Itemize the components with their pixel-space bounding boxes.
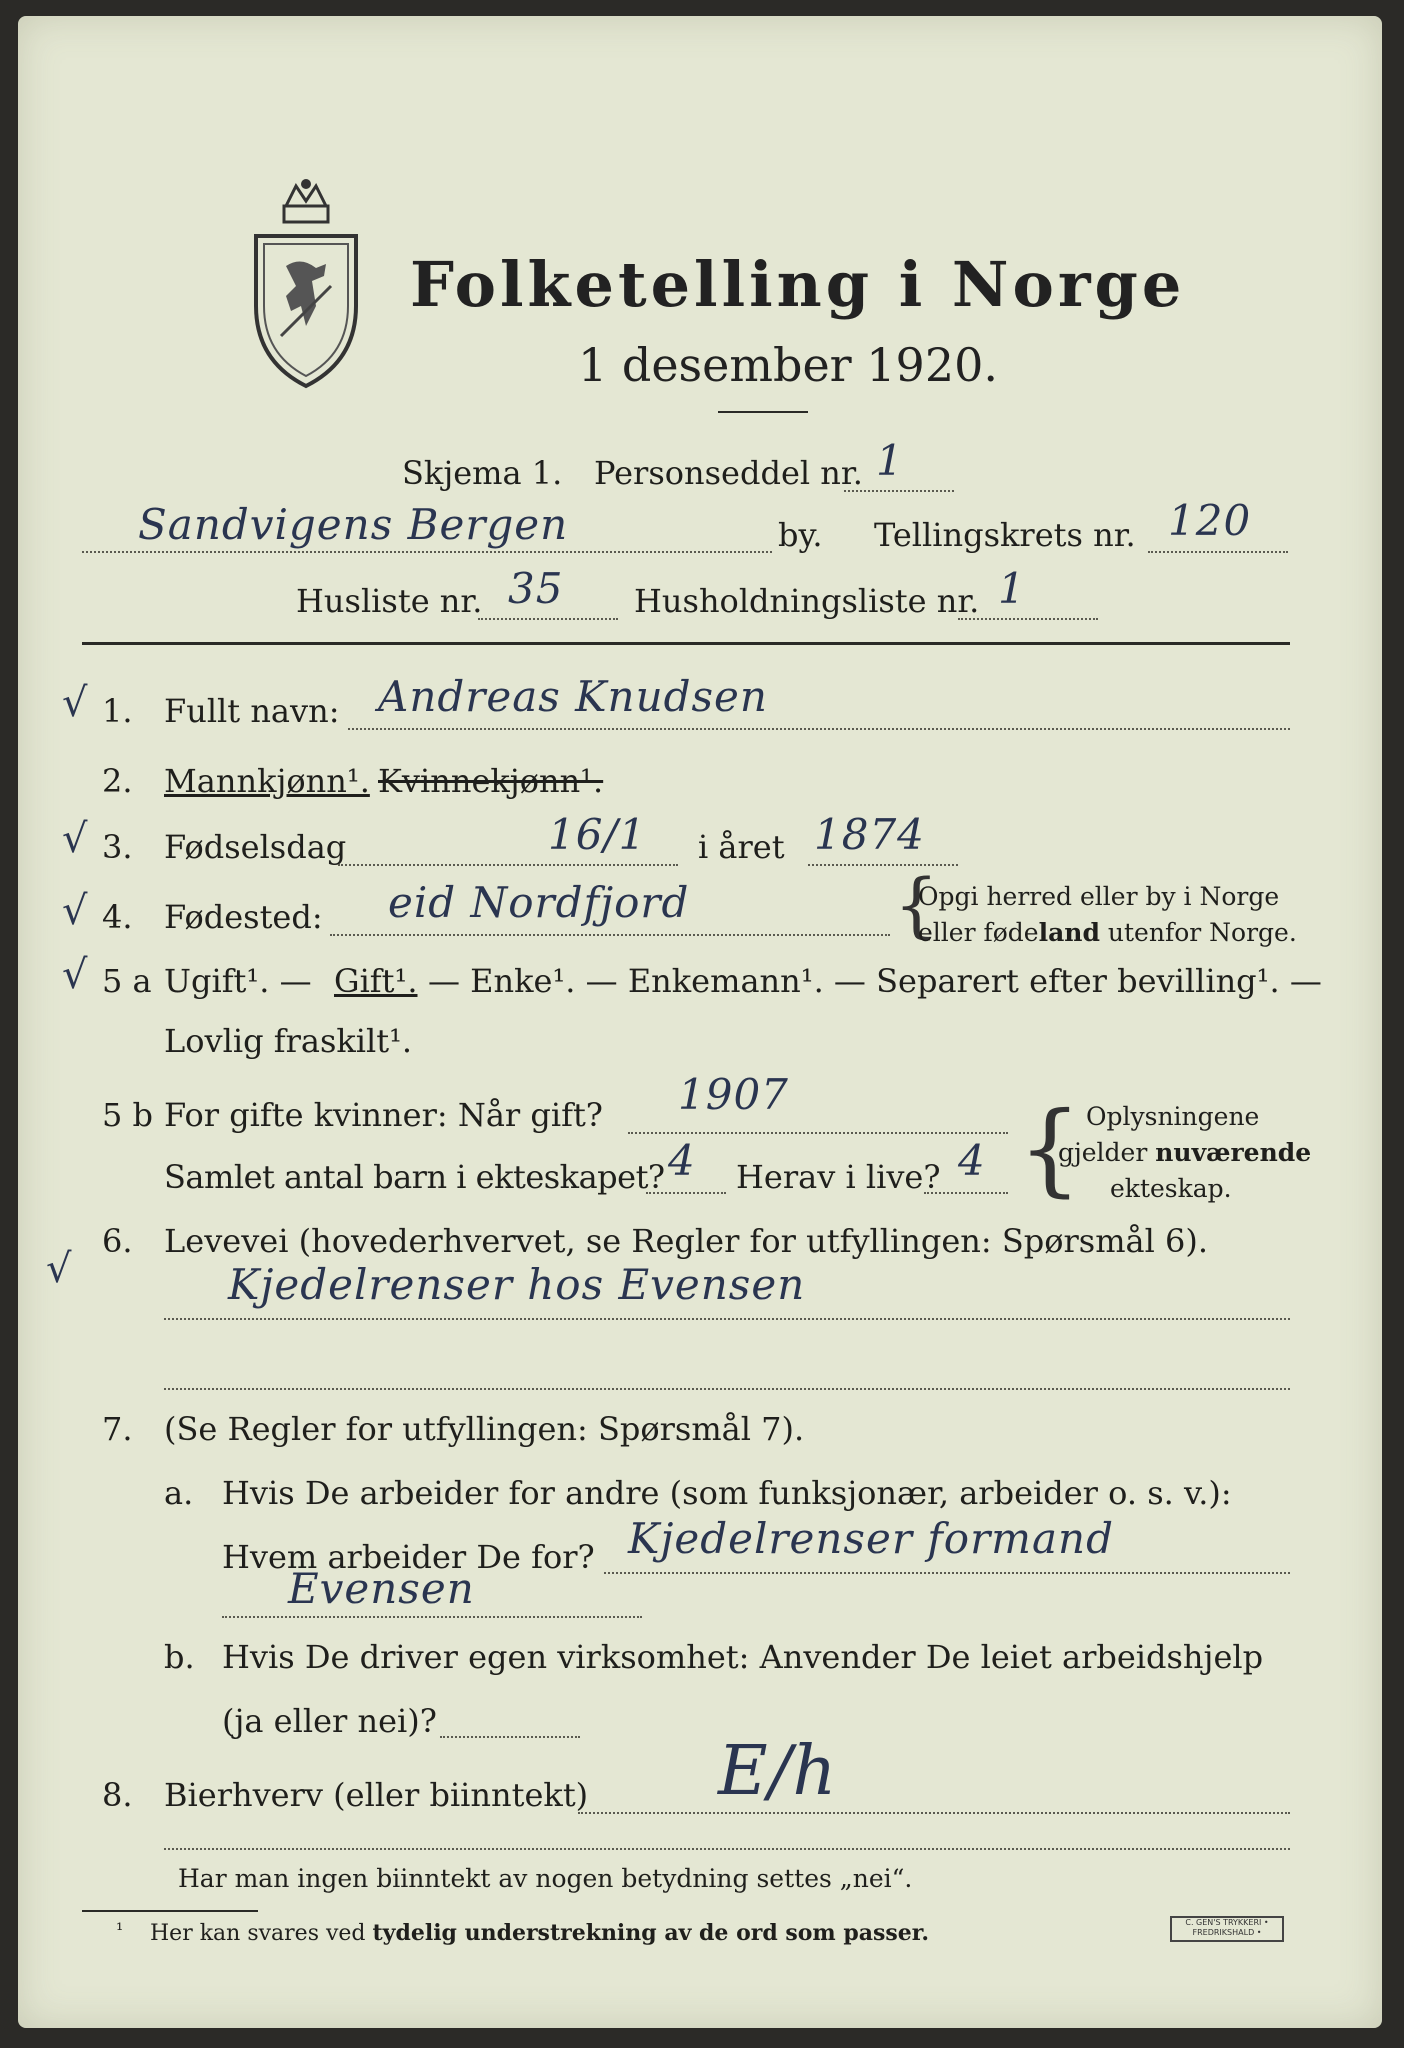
- q8-number: 8.: [102, 1776, 133, 1814]
- q7a-question: Hvem arbeider De for?: [222, 1538, 595, 1576]
- q3-year-label: i året: [698, 828, 785, 866]
- header-rule: [82, 642, 1290, 645]
- q4-note-line2: eller fødeland utenfor Norge.: [918, 918, 1297, 947]
- check-mark: √: [62, 816, 88, 862]
- q4-number: 4.: [102, 898, 133, 936]
- q3-label: Fødselsdag: [164, 828, 347, 866]
- birth-day-value: 16/1: [548, 810, 647, 859]
- marital-fraskilt-option: Lovlig fraskilt¹.: [164, 1022, 413, 1060]
- tellingskrets-label: Tellingskrets nr.: [874, 516, 1136, 554]
- q7a-label: Hvis De arbeider for andre (som funksjonær, arbeider o. s. v.):: [222, 1474, 1232, 1512]
- husholdningsliste-number: 1: [998, 564, 1026, 613]
- q1-label: Fullt navn:: [164, 692, 340, 730]
- q7-number: 7.: [102, 1410, 133, 1448]
- q4-note-line1: Opgi herred eller by i Norge: [918, 882, 1280, 911]
- footnote-marker: ¹: [116, 1920, 124, 1941]
- check-mark: √: [62, 952, 88, 998]
- norway-coat-of-arms-icon: [246, 176, 366, 396]
- occupation-value: Kjedelrenser hos Evensen: [228, 1260, 806, 1309]
- alive-label: Herav i live?: [736, 1158, 941, 1196]
- check-mark: √: [62, 680, 88, 726]
- q7b-letter: b.: [164, 1638, 195, 1676]
- schema-label: Skjema 1.: [402, 454, 563, 492]
- side-income-value: E/h: [718, 1732, 838, 1811]
- children-count-value: 4: [668, 1136, 696, 1185]
- by-label: by.: [778, 516, 823, 554]
- form-title: Folketelling i Norge: [410, 248, 1186, 321]
- q5b-note-line1: Oplysningene: [1086, 1102, 1260, 1131]
- q5b-label: For gifte kvinner: Når gift?: [164, 1096, 603, 1134]
- husliste-label: Husliste nr.: [296, 582, 483, 620]
- birth-year-value: 1874: [814, 810, 925, 859]
- employer-value-line1: Kjedelrenser formand: [628, 1514, 1114, 1563]
- q7a-letter: a.: [164, 1474, 194, 1512]
- q6-label: Levevei (hovederhvervet, se Regler for utfyllingen: Spørsmål 6).: [164, 1222, 1209, 1260]
- check-mark: √: [46, 1246, 72, 1292]
- q4-label: Fødested:: [164, 898, 323, 936]
- footer-note: Har man ingen biinntekt av nogen betydning settes „nei“.: [178, 1864, 913, 1893]
- printer-stamp: C. GEN'S TRYKKERI • FREDRIKSHALD •: [1170, 1916, 1284, 1942]
- title-divider: [718, 411, 808, 413]
- marriage-year-value: 1907: [678, 1070, 789, 1119]
- q5b-note-line3: ekteskap.: [1110, 1174, 1232, 1203]
- q3-number: 3.: [102, 828, 133, 866]
- q7b-label: Hvis De driver egen virksomhet: Anvender De leiet arbeidshjelp: [222, 1638, 1264, 1676]
- footnote-rule: [82, 1910, 258, 1912]
- city-value: Sandvigens Bergen: [138, 500, 569, 549]
- sex-male-option: Mannkjønn¹.: [164, 762, 370, 800]
- q6-number: 6.: [102, 1222, 133, 1260]
- marital-other-options: — Enke¹. — Enkemann¹. — Separert efter bevilling¹. —: [428, 962, 1322, 1000]
- alive-count-value: 4: [958, 1136, 986, 1185]
- sex-female-option: Kvinnekjønn¹.: [378, 762, 604, 800]
- q8-label: Bierhverv (eller biinntekt): [164, 1776, 589, 1814]
- full-name-value: Andreas Knudsen: [378, 672, 768, 721]
- personseddel-number: 1: [876, 436, 904, 485]
- q2-number: 2.: [102, 762, 133, 800]
- q1-number: 1.: [102, 692, 133, 730]
- tellingskrets-number: 120: [1168, 496, 1252, 545]
- census-date: 1 desember 1920.: [578, 338, 998, 392]
- employer-value-line2: Evensen: [288, 1564, 475, 1613]
- children-label: Samlet antal barn i ekteskapet?: [164, 1158, 665, 1196]
- marital-ugift-option: Ugift¹. —: [164, 962, 312, 1000]
- q5b-note-line2: gjelder nuværende: [1058, 1138, 1312, 1167]
- birthplace-value: eid Nordfjord: [388, 878, 690, 927]
- personseddel-label: Personseddel nr.: [594, 454, 863, 492]
- q5b-number: 5 b: [102, 1096, 154, 1134]
- husliste-number: 35: [508, 564, 564, 613]
- q7b-question: (ja eller nei)?: [222, 1702, 437, 1740]
- census-form: Folketelling i Norge 1 desember 1920. Skjema 1. Personseddel nr. 1 Sandvigens Bergen by. Tellingskrets nr. 120 Husliste nr. 35 Husholdningsliste nr. 1 √ 1. Fullt navn: Andreas Knudsen 2. Mannkjønn¹. Kvinnekjønn¹. √ 3. Fødselsdag 16/1 i året 1874 √ 4. Fødested: eid Nordfjord { Opgi herred eller by i Norge eller fødeland utenfor Norge. √ 5 a Ugift¹. — Gift¹. — Enke¹. — Enkemann¹. — Separert efter bevilling¹. — Lovlig fraskilt¹. 5 b For gifte kvinner: Når gift? 1907 Samlet antal barn i ekteskapet? 4 Herav i live? 4 { Oplysningene gjelder nuværende ekteskap. 6. Levevei (hovederhvervet, se Regler for utfyllingen: Spørsmål 6). √ Kjedelrenser hos Evensen 7. (Se Regler for utfyllingen: Spørsmål 7). a. Hvis De arbeider for andre (som funksjonær, arbeider o. s. v.): Hvem arbeider De for? Kjedelrenser formand Evensen b. Hvis De driver egen virksomhet: Anvender De leiet arbeidshjelp (ja eller nei)? 8. Bierhverv (eller biinntekt) E/h Har man ingen biinntekt av nogen betydning settes „nei“. ¹ Her kan svares ved tydelig understrekning av de ord som passer. C. GEN'S TRYKKERI • FREDRIKSHALD •: [18, 16, 1382, 2028]
- marital-gift-option: Gift¹.: [334, 962, 418, 1000]
- check-mark: √: [62, 888, 88, 934]
- q7-label: (Se Regler for utfyllingen: Spørsmål 7).: [164, 1410, 805, 1448]
- husholdningsliste-label: Husholdningsliste nr.: [634, 582, 980, 620]
- footnote: Her kan svares ved tydelig understrekning av de ord som passer.: [150, 1920, 930, 1946]
- q5a-number: 5 a: [102, 962, 152, 1000]
